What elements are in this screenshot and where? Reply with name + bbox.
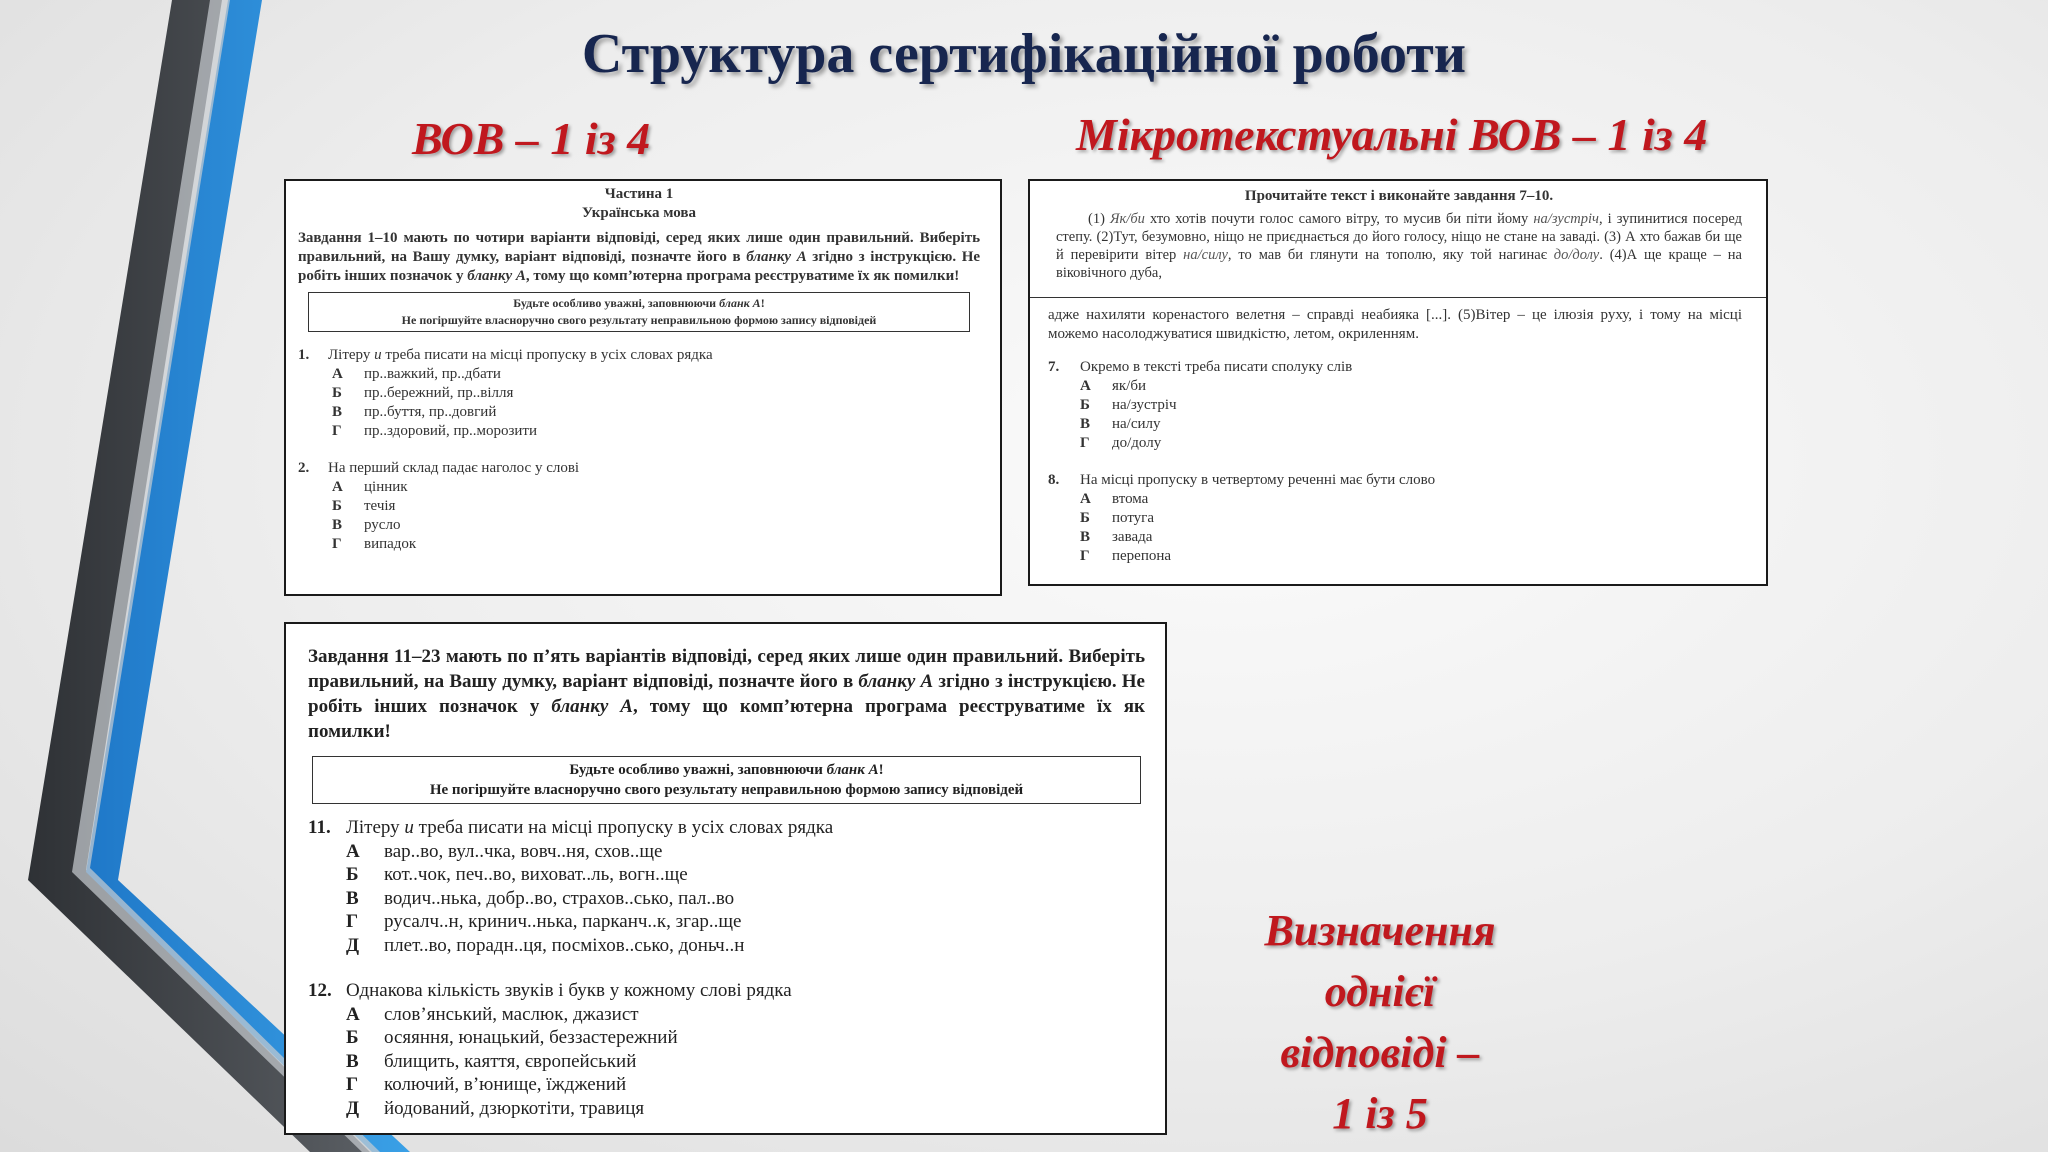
option: А пр..важкий, пр..дбати [332, 366, 501, 382]
option: А цінник [332, 479, 408, 495]
definition-caption: Визначення однієї відповіді – 1 із 5 [1264, 906, 1496, 1138]
reading-task-heading: Прочитайте текст і виконайте завдання 7–10. [1244, 188, 1554, 204]
question-11: 11. Літеру и треба писати на місці пропуску в усіх словах рядка [308, 817, 834, 838]
option: А вар..во, вул..чка, вовч..ня, схов..ще [346, 840, 663, 862]
option: Г до/долу [1080, 435, 1162, 451]
option: В пр..буття, пр..довгий [332, 404, 497, 420]
option: Д плет..во, порадн..ця, посміхов..сько, доньч..н [346, 934, 745, 956]
exam-excerpt-part1 [284, 179, 1002, 596]
slide-title: Структура сертифікаційної роботи [581, 23, 1467, 85]
text-block-bottom [1030, 298, 1766, 566]
option: Г колючий, в’юнище, їжджений [346, 1074, 627, 1095]
option: А слов’янський, маслюк, джазист [346, 1003, 639, 1025]
option: Б течія [332, 498, 396, 514]
part-title: Частина 1 [604, 186, 674, 202]
option: Б пр..бережний, пр..вілля [332, 385, 514, 401]
exam-excerpt-five-options [284, 622, 1167, 1135]
question-list [298, 346, 980, 554]
notice-box: Будьте особливо уважні, заповнюючи бланк А! Не погіршуйте власноручно свого результату неправильною формою запису відповідей [308, 292, 970, 332]
option: А як/би [1080, 378, 1147, 394]
question-2: 2. На перший склад падає наголос у слові [298, 460, 580, 476]
option: Б осяяння, юнацький, беззастережний [346, 1027, 678, 1048]
heading-simple-choice: ВОВ – 1 із 4 [412, 113, 651, 164]
question-8: 8. На місці пропуску в четвертому реченні має бути слово [1048, 472, 1436, 488]
instructions: Завдання 1–10 мають по чотири варіанти відповіді, серед яких лише один правильний. Виберіть правильний, на Вашу думку, варіант відповіді, позначте його в бланку А згідно з інструкцією. Не робіть інших позначок у бланку А, тому що комп’ютерна програма реєструватиме їх як помилки! [298, 230, 981, 284]
option: В русло [332, 517, 401, 533]
option: Б кот..чок, печ..во, виховат..ль, вогн..ще [346, 864, 688, 885]
option: В водич..нька, добр..во, страхов..сько, пал..во [346, 887, 735, 909]
option: Г пр..здоровий, пр..морозити [332, 423, 538, 439]
option: В на/силу [1080, 416, 1161, 432]
notice-box: Будьте особливо уважні, заповнюючи бланк А! Не погіршуйте власноручно свого результату неправильною формою запису відповідей [312, 756, 1141, 804]
heading-microtext-choice: Мікротекстуальні ВОВ – 1 із 4 [1076, 109, 1708, 160]
instructions: Завдання 11–23 мають по п’ять варіантів відповіді, серед яких лише один правильний. Виберіть правильний, на Вашу думку, варіант відповіді, позначте його в бланку А згідно з інструкцією. Не робіть інших позначок у бланку А, тому що комп’ютерна програма реєструватиме їх як помилки! [308, 646, 1145, 742]
text-block-top [1030, 181, 1766, 297]
reading-text-continued: адже нахиляти коренастого велетня – справді неабияка [...]. (5)Вітер – це ілюзія руху, і тому на місці можемо насолоджуватися швидкістю, летом, окриленням. [1048, 307, 1742, 342]
exam-excerpt-microtext [1028, 179, 1768, 586]
option: Д йодований, дзюркотіти, травиця [346, 1097, 645, 1119]
option: Г випадок [332, 536, 417, 552]
subject-title: Українська мова [581, 205, 697, 221]
option: В блищить, каяття, європейський [346, 1050, 637, 1072]
reading-text: (1) Як/би хто хотів почути голос самого вітру, то мусив би піти йому на/зустріч, і зупинитися посеред степу. (2)Тут, безумовно, ніщо не приєднається до його голосу, ніщо не стане на заваді. (3) А хто бажав би ще й перевірити вітер на/силу, то мав би глянути на тополю, яку той нагинає до/долу. (4)А ще краще – на віковічного дуба, [1056, 211, 1742, 281]
option: Б потуга [1080, 510, 1154, 526]
option: А втома [1080, 491, 1149, 507]
option: В завада [1080, 529, 1153, 545]
question-1: 1. Літеру и треба писати на місці пропуску в усіх словах рядка [298, 347, 713, 363]
question-list [308, 816, 1145, 1120]
option: Б на/зустріч [1080, 397, 1177, 413]
option: Г перепона [1080, 548, 1172, 564]
question-12: 12. Однакова кількість звуків і букв у кожному слові рядка [308, 980, 792, 1001]
question-7: 7. Окремо в тексті треба писати сполуку слів [1048, 359, 1353, 375]
option: Г русалч..н, кринич..нька, парканч..к, згар..ще [346, 911, 742, 932]
question-list [1048, 358, 1742, 566]
